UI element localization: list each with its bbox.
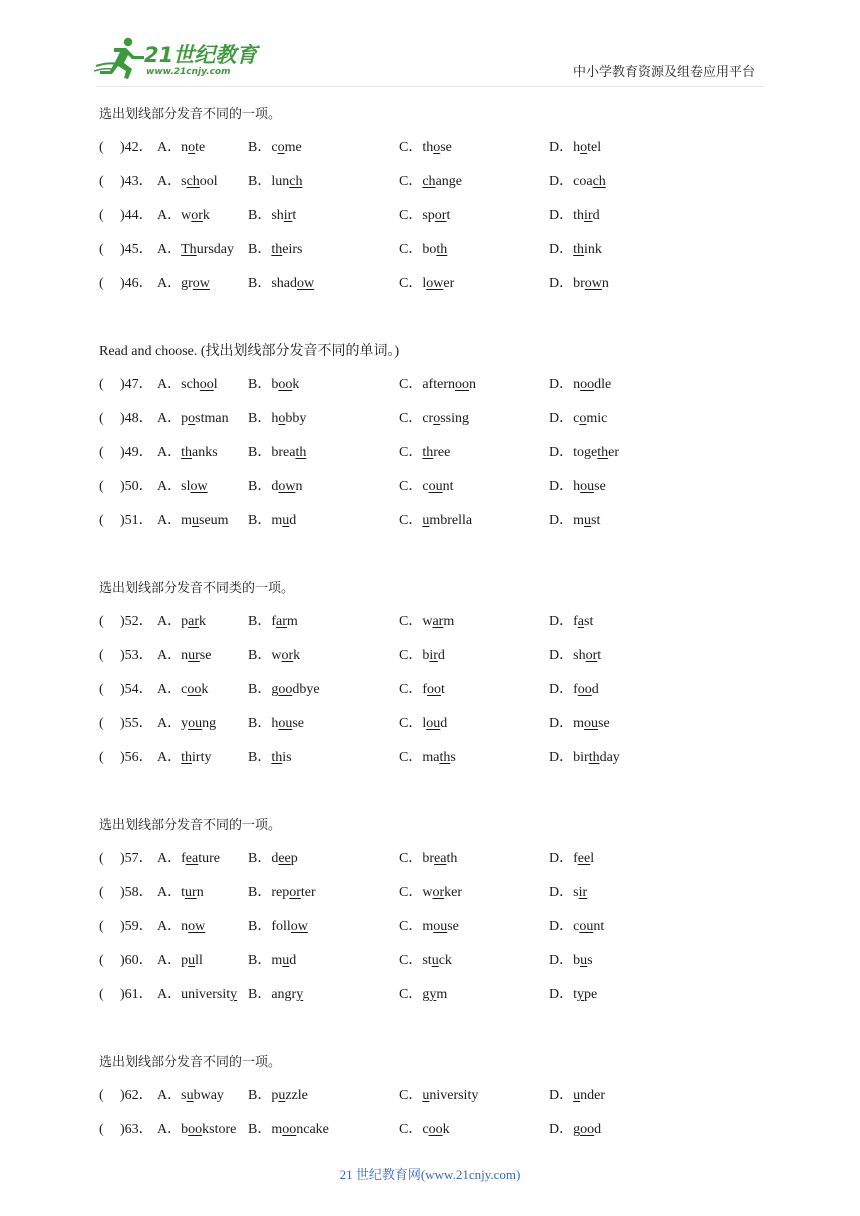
question-section [99, 578, 779, 781]
underlined-part: o [579, 411, 587, 426]
option-d: D．type [549, 987, 598, 1002]
question-number: )42． [120, 140, 153, 155]
option-b: B．book [248, 377, 300, 392]
question-row [99, 882, 779, 916]
option-d: D．brown [549, 276, 609, 291]
option-c: C．change [399, 174, 462, 189]
option-c: C．crossing [399, 411, 470, 426]
option-a: A．cook [157, 682, 209, 697]
underlined-part: u [282, 953, 290, 968]
option-d: D．bus [549, 953, 593, 968]
underlined-part: o [277, 140, 285, 155]
option-d: D．fast [549, 614, 594, 629]
underlined-part: or [191, 208, 203, 223]
question-row [99, 137, 779, 171]
option-c: C．three [399, 445, 451, 460]
option-c: C．mouse [399, 919, 459, 934]
logo-url: www.21cnjy.com [146, 67, 231, 77]
underlined-part: u [580, 953, 588, 968]
option-b: B．hobby [248, 411, 307, 426]
option-a: A．park [157, 614, 207, 629]
option-d: D．under [549, 1088, 606, 1103]
option-a: A．young [157, 716, 217, 731]
underlined-part: oo [428, 1122, 443, 1137]
option-d: D．count [549, 919, 605, 934]
underlined-part: oo [278, 682, 293, 697]
option-a: A．museum [157, 513, 229, 528]
underlined-part: a [577, 614, 585, 629]
underlined-part: ee [278, 851, 291, 866]
underlined-part: oo [577, 682, 592, 697]
option-b: B．work [248, 648, 301, 663]
question-section [99, 815, 779, 1018]
question-row [99, 374, 779, 408]
underlined-part: ee [577, 851, 591, 866]
option-b: B．mud [248, 513, 297, 528]
underlined-part: oo [199, 377, 214, 392]
underlined-part: th [422, 445, 434, 460]
underlined-part: ou [188, 716, 203, 731]
question-number: )49． [120, 445, 153, 460]
option-d: D．short [549, 648, 602, 663]
option-c: C．cook [399, 1122, 450, 1137]
question-number: )58． [120, 885, 153, 900]
answer-blank: ( [99, 953, 104, 968]
answer-blank: ( [99, 208, 104, 223]
question-row [99, 171, 779, 205]
option-d: D．good [549, 1122, 602, 1137]
question-number: )55． [120, 716, 153, 731]
underlined-part: ou [584, 716, 599, 731]
header-platform-text: 中小学教育资源及组卷应用平台 [572, 65, 755, 80]
underlined-part: o [188, 411, 196, 426]
underlined-part: ea [185, 851, 199, 866]
underlined-part: th [295, 445, 307, 460]
question-row [99, 611, 779, 645]
question-number: )50． [120, 479, 153, 494]
option-c: C．gym [399, 987, 448, 1002]
option-b: B．goodbye [248, 682, 320, 697]
underlined-part: ou [433, 919, 448, 934]
option-c: C．breath [399, 851, 458, 866]
option-c: C．bird [399, 648, 445, 663]
underlined-part: ch [289, 174, 303, 189]
option-b: B．shadow [248, 276, 315, 291]
underlined-part: oo [580, 1122, 595, 1137]
answer-blank: ( [99, 987, 104, 1002]
question-row [99, 713, 779, 747]
underlined-part: ow [278, 479, 296, 494]
underlined-part: ow [290, 919, 308, 934]
option-c: C．afternoon [399, 377, 476, 392]
underlined-part: o [433, 411, 441, 426]
underlined-part: u [422, 1088, 430, 1103]
question-row [99, 645, 779, 679]
question-number: )62． [120, 1088, 153, 1103]
underlined-part: u [431, 953, 439, 968]
question-number: )51． [120, 513, 153, 528]
underlined-part: th [439, 750, 451, 765]
underlined-part: oo [278, 377, 293, 392]
underlined-part: y [577, 987, 585, 1002]
underlined-part: ou [579, 919, 594, 934]
underlined-part: u [192, 513, 200, 528]
underlined-part: ow [297, 276, 315, 291]
question-row [99, 848, 779, 882]
underlined-part: ir [283, 208, 293, 223]
option-d: D．feel [549, 851, 595, 866]
option-d: D．noodle [549, 377, 612, 392]
answer-blank: ( [99, 242, 104, 257]
answer-blank: ( [99, 377, 104, 392]
underlined-part: ur [188, 648, 200, 663]
underlined-part: ar [432, 614, 444, 629]
underlined-part: y [230, 987, 238, 1002]
question-number: )57． [120, 851, 153, 866]
question-row [99, 476, 779, 510]
option-d: D．must [549, 513, 601, 528]
underlined-part: ur [185, 885, 197, 900]
underlined-part: ar [188, 614, 200, 629]
answer-blank: ( [99, 276, 104, 291]
option-b: B．this [248, 750, 292, 765]
answer-blank: ( [99, 140, 104, 155]
option-b: B．shirt [248, 208, 297, 223]
option-b: B．come [248, 140, 302, 155]
option-a: A．thanks [157, 445, 218, 460]
option-b: B．follow [248, 919, 308, 934]
underlined-part: oo [282, 1122, 297, 1137]
underlined-part: ch [422, 174, 436, 189]
underlined-part: o [580, 140, 588, 155]
answer-blank: ( [99, 614, 104, 629]
question-row [99, 442, 779, 476]
option-b: B．lunch [248, 174, 303, 189]
option-d: D．food [549, 682, 599, 697]
option-a: A．bookstore [157, 1122, 237, 1137]
question-row [99, 205, 779, 239]
question-row [99, 950, 779, 984]
answer-blank: ( [99, 411, 104, 426]
option-b: B．theirs [248, 242, 303, 257]
underlined-part: ch [592, 174, 606, 189]
underlined-part: ch [186, 174, 200, 189]
answer-blank: ( [99, 479, 104, 494]
question-row [99, 679, 779, 713]
runner-icon [94, 38, 144, 79]
answer-blank: ( [99, 716, 104, 731]
underlined-part: ow [584, 276, 602, 291]
underlined-part: th [271, 242, 283, 257]
underlined-part: th [588, 750, 600, 765]
question-number: )46． [120, 276, 153, 291]
option-c: C．maths [399, 750, 456, 765]
answer-blank: ( [99, 174, 104, 189]
option-b: B．mud [248, 953, 297, 968]
question-number: )63． [120, 1122, 153, 1137]
underlined-part: o [433, 140, 441, 155]
underlined-part: ow [190, 479, 208, 494]
question-number: )44． [120, 208, 153, 223]
option-c: C．warm [399, 614, 455, 629]
question-number: )53． [120, 648, 153, 663]
question-row [99, 747, 779, 781]
underlined-part: or [585, 648, 598, 663]
underlined-part: oo [427, 682, 442, 697]
option-a: A．postman [157, 411, 229, 426]
option-c: C．loud [399, 716, 448, 731]
option-a: A．school [157, 377, 218, 392]
option-a: A．university [157, 987, 238, 1002]
question-row [99, 408, 779, 442]
underlined-part: ow [192, 276, 210, 291]
underlined-part: or [434, 208, 447, 223]
underlined-part: y [429, 987, 437, 1002]
option-c: C．foot [399, 682, 445, 697]
question-number: )61． [120, 987, 153, 1002]
answer-blank: ( [99, 648, 104, 663]
answer-blank: ( [99, 682, 104, 697]
underlined-part: th [181, 445, 193, 460]
underlined-part: ow [188, 919, 206, 934]
question-row [99, 239, 779, 273]
underlined-part: ea [434, 851, 447, 866]
option-c: C．count [399, 479, 454, 494]
answer-blank: ( [99, 445, 104, 460]
underlined-part: ar [276, 614, 287, 629]
option-b: B．puzzle [248, 1088, 308, 1103]
underlined-part: ou [426, 716, 441, 731]
underlined-part: oo [188, 1122, 203, 1137]
option-a: A．subway [157, 1088, 224, 1103]
option-d: D．think [549, 242, 602, 257]
underlined-part: u [573, 1088, 581, 1103]
underlined-part: oo [187, 682, 202, 697]
option-b: B．farm [248, 614, 298, 629]
question-row [99, 984, 779, 1018]
underlined-part: or [281, 648, 294, 663]
underlined-part: ou [428, 479, 443, 494]
option-c: C．both [399, 242, 448, 257]
question-number: )52． [120, 614, 153, 629]
question-row [99, 273, 779, 307]
page-header [0, 0, 860, 90]
page-footer: 21 世纪教育网(www.21cnjy.com) [339, 1167, 521, 1182]
answer-blank: ( [99, 851, 104, 866]
underlined-part: u [422, 513, 430, 528]
underlined-part: th [573, 242, 585, 257]
option-b: B．reporter [248, 885, 316, 900]
option-d: D．together [549, 445, 620, 460]
option-c: C．stuck [399, 953, 452, 968]
answer-blank: ( [99, 919, 104, 934]
option-d: D．third [549, 208, 600, 223]
underlined-part: or [432, 885, 445, 900]
question-number: )56． [120, 750, 153, 765]
option-c: C．university [399, 1088, 479, 1103]
answer-blank: ( [99, 1088, 104, 1103]
question-row [99, 1085, 779, 1119]
header-divider [96, 86, 764, 87]
option-a: A．pull [157, 953, 203, 968]
option-a: A．nurse [157, 648, 212, 663]
question-number: )48． [120, 411, 153, 426]
underlined-part: u [282, 513, 290, 528]
question-number: )47． [120, 377, 153, 392]
option-d: D．mouse [549, 716, 610, 731]
option-d: D．comic [549, 411, 608, 426]
question-section [99, 1052, 779, 1153]
option-d: D．coach [549, 174, 606, 189]
option-c: C．umbrella [399, 513, 473, 528]
option-a: A．work [157, 208, 210, 223]
underlined-part: u [584, 513, 592, 528]
answer-blank: ( [99, 885, 104, 900]
underlined-part: u [188, 953, 196, 968]
section-title: 选出划线部分发音不同的一项。 [99, 107, 282, 122]
option-c: C．lower [399, 276, 455, 291]
option-b: B．deep [248, 851, 298, 866]
underlined-part: o [278, 411, 286, 426]
question-section [99, 104, 779, 307]
underlined-part: or [289, 885, 301, 900]
option-c: C．those [399, 140, 452, 155]
question-number: )45． [120, 242, 153, 257]
option-b: B．breath [248, 445, 307, 460]
option-d: D．birthday [549, 750, 620, 765]
underlined-part: ou [580, 479, 595, 494]
underlined-part: ou [278, 716, 293, 731]
option-b: B．angry [248, 987, 304, 1002]
option-a: A．school [157, 174, 218, 189]
question-number: )54． [120, 682, 153, 697]
option-b: B．down [248, 479, 303, 494]
underlined-part: th [271, 750, 283, 765]
option-d: D．sir [549, 885, 588, 900]
option-d: D．house [549, 479, 606, 494]
underlined-part: y [296, 987, 304, 1002]
underlined-part: ir [578, 885, 588, 900]
option-a: A．Thursday [157, 242, 235, 257]
underlined-part: th [436, 242, 448, 257]
option-c: C．sport [399, 208, 451, 223]
answer-blank: ( [99, 1122, 104, 1137]
logo-21cnjy [94, 36, 264, 80]
section-title: 选出划线部分发音不同类的一项。 [99, 581, 295, 596]
option-d: D．hotel [549, 140, 602, 155]
question-section [99, 341, 779, 544]
section-title: Read and choose. (找出划线部分发音不同的单词。) [99, 344, 400, 359]
underlined-part: oo [455, 377, 469, 392]
underlined-part: ow [426, 276, 444, 291]
question-number: )43． [120, 174, 153, 189]
option-a: A．thirty [157, 750, 212, 765]
option-b: B．mooncake [248, 1122, 329, 1137]
option-a: A．feature [157, 851, 220, 866]
option-a: A．now [157, 919, 206, 934]
section-title: 选出划线部分发音不同的一项。 [99, 818, 282, 833]
underlined-part: o [188, 140, 196, 155]
question-number: )60． [120, 953, 153, 968]
logo-text: 21世纪教育 [144, 43, 258, 67]
underlined-part: ir [584, 208, 593, 223]
option-a: A．slow [157, 479, 208, 494]
option-a: A．note [157, 140, 206, 155]
underlined-part: th [597, 445, 609, 460]
question-number: )59． [120, 919, 153, 934]
question-row [99, 1119, 779, 1153]
answer-blank: ( [99, 750, 104, 765]
option-c: C．worker [399, 885, 463, 900]
question-row [99, 916, 779, 950]
underlined-part: u [186, 1088, 194, 1103]
question-row [99, 510, 779, 544]
option-a: A．grow [157, 276, 210, 291]
option-a: A．turn [157, 885, 204, 900]
worksheet-content [99, 104, 779, 1153]
underlined-part: th [181, 750, 193, 765]
answer-blank: ( [99, 513, 104, 528]
underlined-part: Th [181, 242, 197, 257]
option-b: B．house [248, 716, 305, 731]
underlined-part: u [278, 1088, 286, 1103]
section-title: 选出划线部分发音不同的一项。 [99, 1055, 282, 1070]
underlined-part: oo [580, 377, 595, 392]
underlined-part: ir [429, 648, 438, 663]
